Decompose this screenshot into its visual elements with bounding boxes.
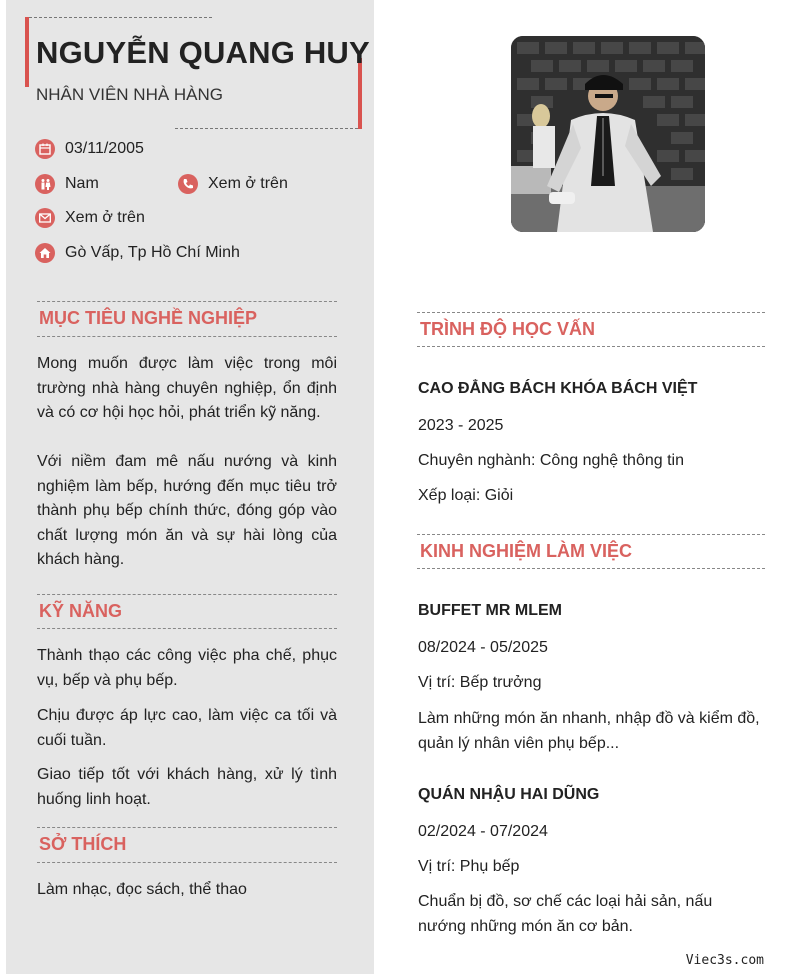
skill-item: Chịu được áp lực cao, làm việc ca tối và cuối tuần. (37, 707, 337, 749)
job-title: NHÂN VIÊN NHÀ HÀNG (36, 85, 224, 104)
skill-item: Giao tiếp tốt với khách hàng, xử lý tình huống linh hoạt. (37, 766, 337, 808)
section-title-skills: KỸ NĂNG (39, 601, 123, 621)
section-title-objective: MỤC TIÊU NGHỀ NGHIỆP (39, 308, 258, 328)
school-name: CAO ĐẲNG BÁCH KHÓA BÁCH VIỆT (418, 380, 698, 397)
profile-photo (511, 36, 705, 232)
phone-icon (178, 174, 198, 194)
divider (37, 594, 337, 595)
gender-icon (35, 174, 55, 194)
divider (175, 128, 358, 129)
name-header (25, 17, 370, 129)
gender-row (35, 174, 99, 194)
email-icon (35, 208, 55, 228)
full-name: NGUYỄN QUANG HUY (36, 35, 370, 70)
job-company: BUFFET MR MLEM (418, 602, 562, 619)
job-position: Vị trí: Bếp trưởng (418, 674, 542, 691)
job-description: Làm những món ăn nhanh, nhập đồ và kiểm đồ, quản lý nhân viên phụ bếp... (418, 710, 760, 752)
divider (417, 346, 765, 347)
divider (417, 568, 765, 569)
education-period: 2023 - 2025 (418, 417, 504, 434)
dob-text: 03/11/2005 (65, 140, 144, 157)
divider (417, 312, 765, 313)
job-period: 02/2024 - 07/2024 (418, 823, 548, 840)
gender-text: Nam (65, 175, 99, 192)
calendar-icon (35, 139, 55, 159)
phone-row (178, 174, 288, 194)
skill-item: Thành thạo các công việc pha chế, phục vụ, bếp và phụ bếp. (37, 647, 337, 689)
dob-row (35, 139, 144, 159)
education-major: Chuyên nghành: Công nghệ thông tin (418, 452, 684, 469)
email-row (35, 208, 145, 228)
objective-paragraph: Mong muốn được làm việc trong môi trường nhà hàng chuyên nghiệp, ổn định và có cơ hội học hỏi, phát triển kỹ năng. (37, 355, 337, 421)
section-title-hobbies: SỞ THÍCH (39, 834, 127, 854)
job-period: 08/2024 - 05/2025 (418, 639, 548, 656)
divider (37, 628, 337, 629)
education-grade: Xếp loại: Giỏi (418, 487, 514, 504)
divider (417, 534, 765, 535)
divider (37, 336, 337, 337)
section-title-experience: KINH NGHIỆM LÀM VIỆC (420, 541, 633, 561)
divider (37, 862, 337, 863)
home-icon (35, 243, 55, 263)
divider (37, 301, 337, 302)
hobbies-text: Làm nhạc, đọc sách, thể thao (37, 881, 247, 898)
job-description: Chuẩn bị đồ, sơ chế các loại hải sản, nấu nướng những món ăn cơ bản. (418, 893, 713, 935)
email-text: Xem ở trên (65, 209, 145, 226)
job-position: Vị trí: Phụ bếp (418, 858, 520, 875)
address-text: Gò Vấp, Tp Hồ Chí Minh (65, 244, 240, 261)
divider (29, 17, 212, 18)
accent-bar (25, 17, 29, 87)
objective-paragraph: Với niềm đam mê nấu nướng và kinh nghiệm làm bếp, hướng đến mục tiêu trở thành phụ bếp chính thức, đóng góp vào chất lượng món ăn và sự hài lòng của khách hàng. (37, 453, 337, 568)
watermark: Viec3s.com (685, 953, 764, 968)
job-company: QUÁN NHẬU HAI DŨNG (418, 786, 600, 803)
divider (37, 827, 337, 828)
address-row (35, 243, 240, 263)
section-title-education: TRÌNH ĐỘ HỌC VẤN (420, 319, 595, 339)
phone-text: Xem ở trên (208, 175, 288, 192)
